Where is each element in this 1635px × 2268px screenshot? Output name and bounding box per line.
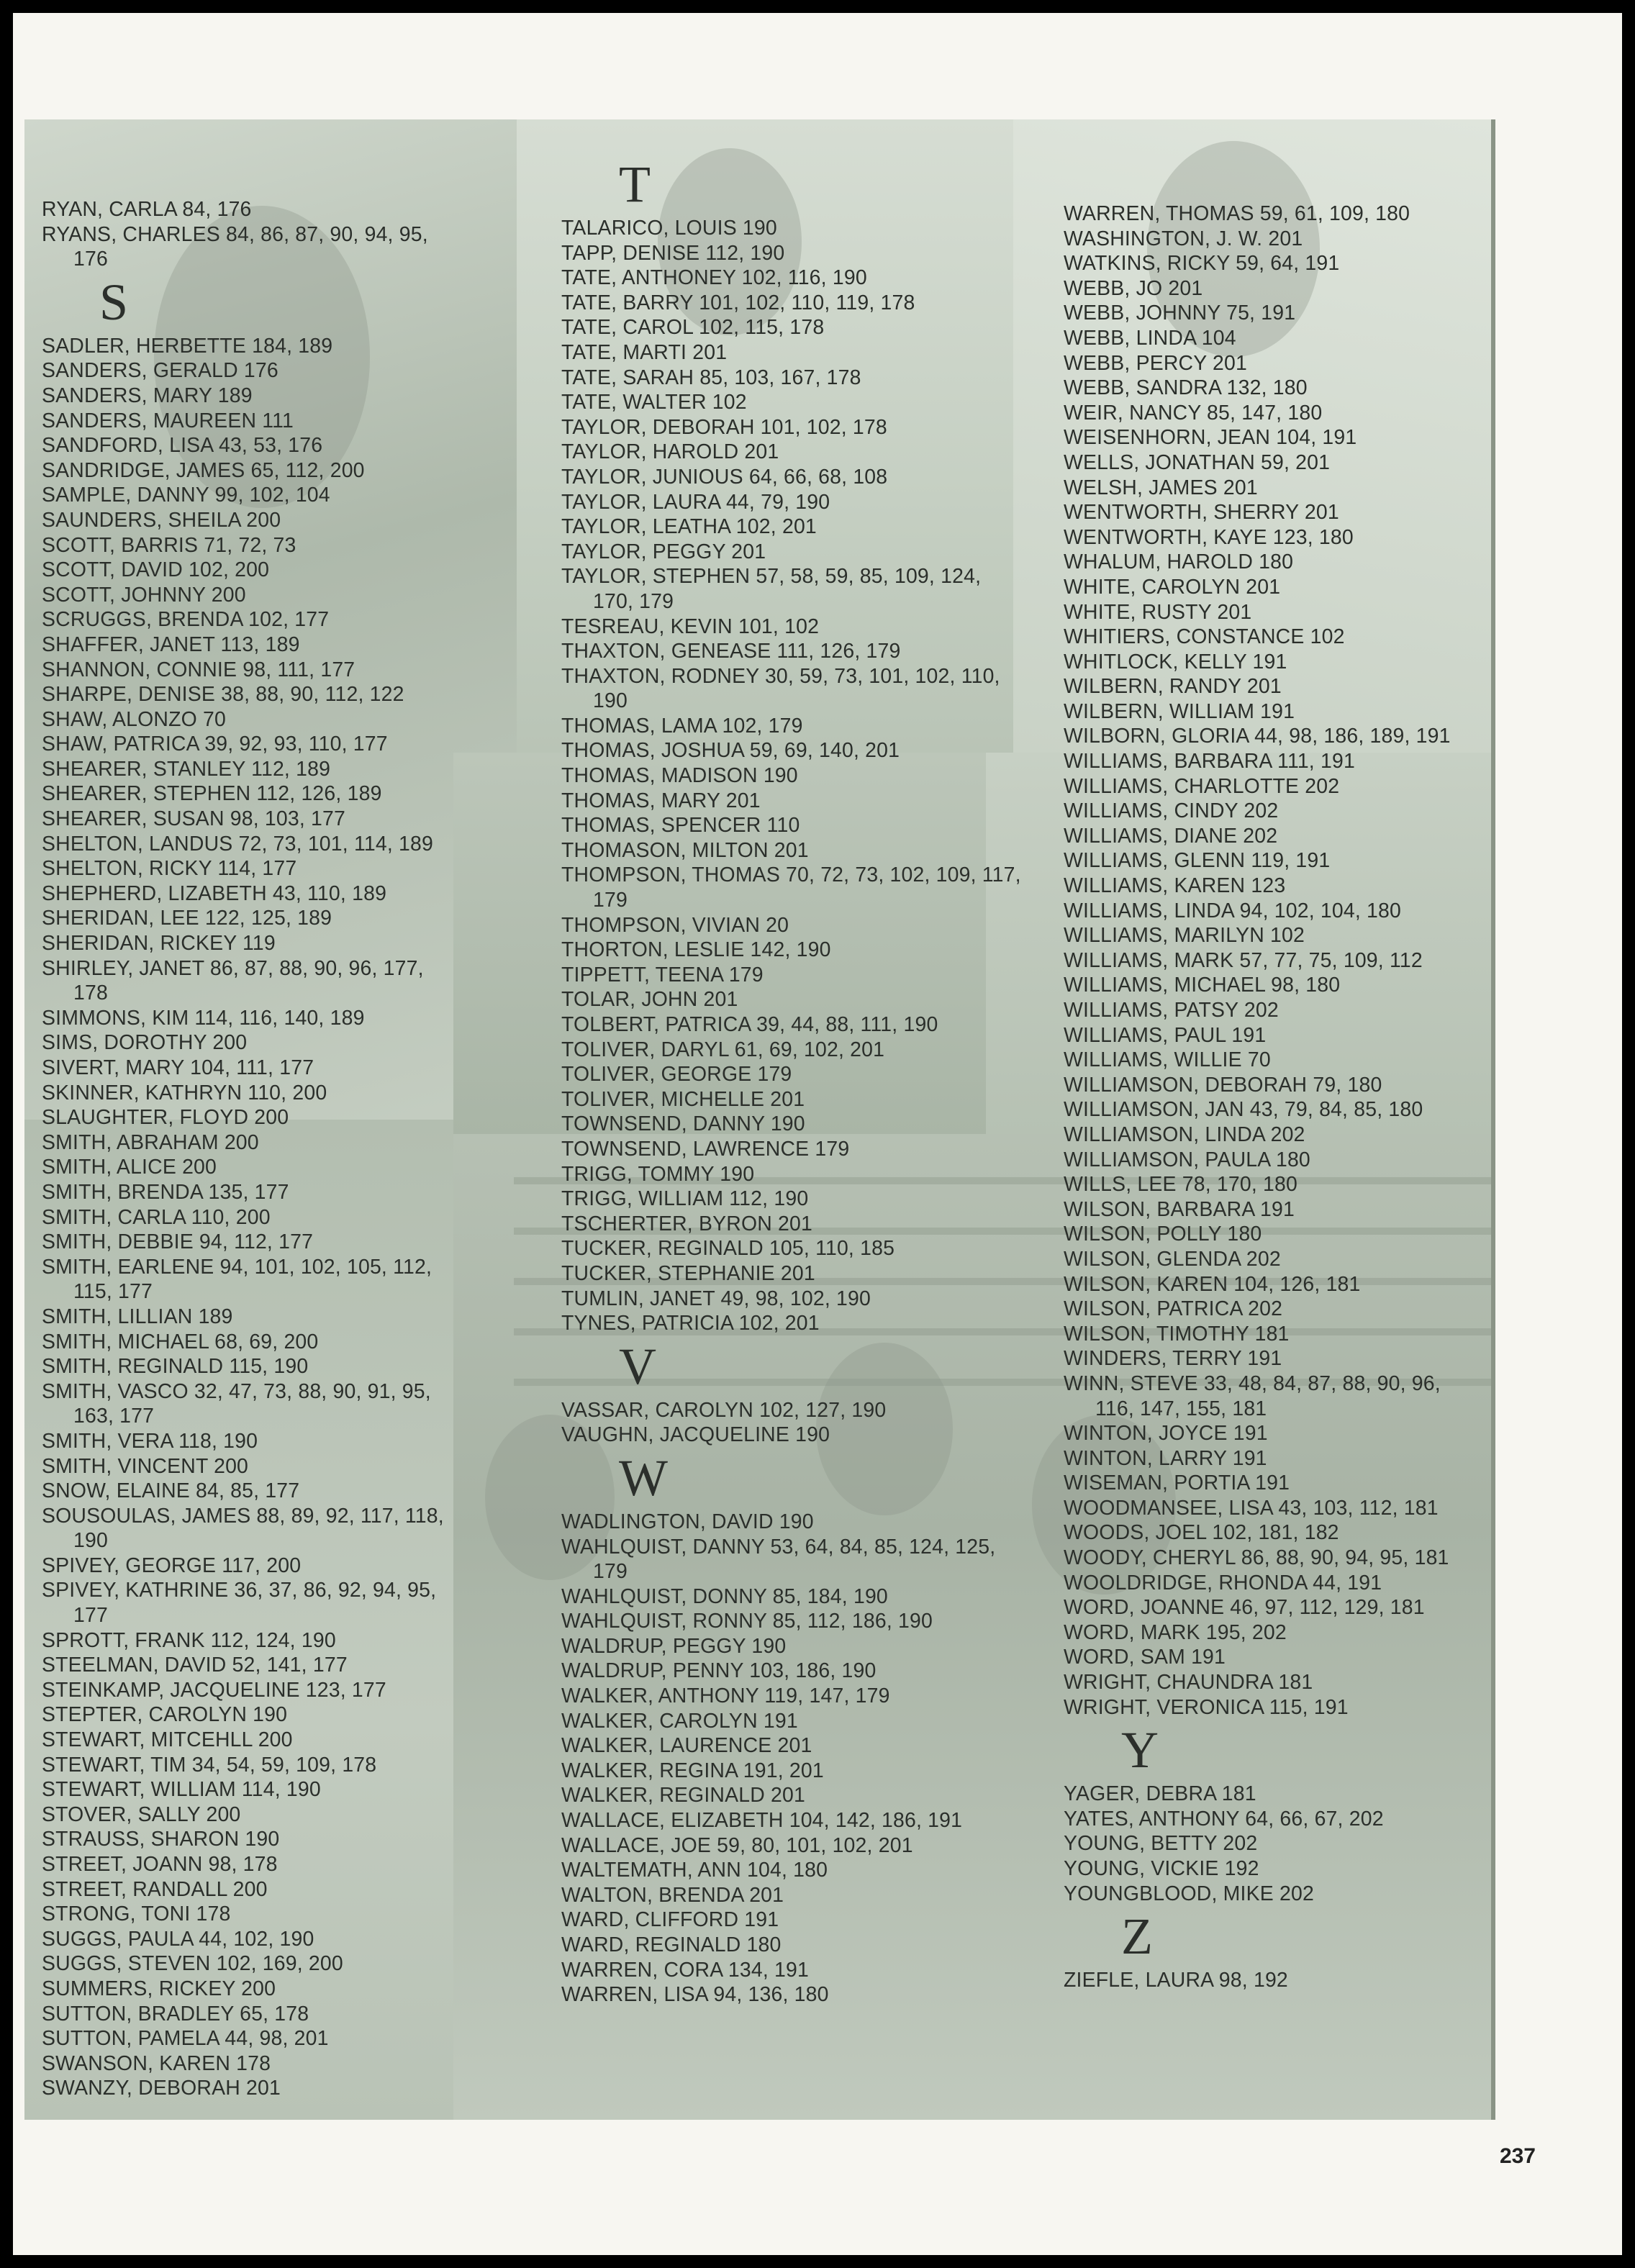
page-number: 237 [1499,2144,1536,2168]
index-entry: SCOTT, JOHNNY 200 [42,583,246,607]
paper-sheet [13,13,1622,2255]
index-column-2 [561,154,1022,2008]
index-entry: YOUNG, BETTY 202 [1064,1832,1258,1856]
index-entry: TAYLOR, JUNIOUS 64, 66, 68, 108 [561,465,888,489]
index-entry: WASHINGTON, J. W. 201 [1064,227,1303,250]
index-entry: WALTON, BRENDA 201 [561,1883,784,1907]
index-entry: WILSON, POLLY 180 [1064,1223,1262,1246]
index-entry: SHARPE, DENISE 38, 88, 90, 112, 122 [42,683,404,707]
index-entry: STEINKAMP, JACQUELINE 123, 177 [42,1678,386,1702]
index-entry: WALKER, LAURENCE 201 [561,1734,812,1758]
section-letter: Z [1121,1908,1154,1966]
index-entry: YAGER, DEBRA 181 [1064,1782,1256,1806]
index-entry: TUMLIN, JANET 49, 98, 102, 190 [561,1287,871,1310]
index-entry: SHELTON, RICKY 114, 177 [42,857,297,881]
index-entry: SUGGS, PAULA 44, 102, 190 [42,1927,314,1951]
index-entry: WILLIAMS, PATSY 202 [1064,999,1279,1022]
index-entry: WOODMANSEE, LISA 43, 103, 112, 181 [1064,1496,1439,1520]
index-entry: SIVERT, MARY 104, 111, 177 [42,1056,314,1079]
index-entry: STOVER, SALLY 200 [42,1802,241,1826]
index-entry: SMITH, ABRAHAM 200 [42,1130,259,1154]
index-entry: WILLIAMS, DIANE 202 [1064,824,1278,848]
index-entry: SHAFFER, JANET 113, 189 [42,632,300,656]
index-entry: SHEARER, STANLEY 112, 189 [42,757,331,781]
index-entry: SCOTT, DAVID 102, 200 [42,558,270,582]
index-entry: WOODY, CHERYL 86, 88, 90, 94, 95, 181 [1064,1546,1449,1570]
index-entry: THOMPSON, VIVIAN 20 [561,913,789,937]
index-entry: WILLIAMS, WILLIE 70 [1064,1048,1271,1072]
index-entry: WHITIERS, CONSTANCE 102 [1064,625,1345,649]
index-entry: WENTWORTH, KAYE 123, 180 [1064,525,1354,549]
index-entry: STREET, RANDALL 200 [42,1877,268,1901]
index-entry: SOUSOULAS, JAMES 88, 89, 92, 117, 118, 190 [42,1504,444,1553]
index-entry: TAYLOR, STEPHEN 57, 58, 59, 85, 109, 124, 170, 179 [561,565,982,613]
index-entry: SUTTON, PAMELA 44, 98, 201 [42,2027,329,2051]
index-entry: WEBB, JO 201 [1064,276,1203,300]
index-entry: THOMPSON, THOMAS 70, 72, 73, 102, 109, 117, 179 [561,863,1021,912]
index-entry: SMITH, REGINALD 115, 190 [42,1355,309,1379]
index-entry: WARD, CLIFFORD 191 [561,1908,779,1932]
index-entry: WORD, JOANNE 46, 97, 112, 129, 181 [1064,1596,1425,1620]
index-entry: WHITLOCK, KELLY 191 [1064,650,1287,673]
section-letter: Y [1121,1721,1159,1779]
index-entry: WILLIAMS, LINDA 94, 102, 104, 180 [1064,899,1402,922]
index-entry: YATES, ANTHONY 64, 66, 67, 202 [1064,1807,1384,1831]
index-entry: SANDERS, MARY 189 [42,384,253,407]
index-entry: WAHLQUIST, DANNY 53, 64, 84, 85, 124, 125, 179 [561,1535,996,1584]
index-entry: SIMMONS, KIM 114, 116, 140, 189 [42,1006,365,1030]
index-entry: SHEPHERD, LIZABETH 43, 110, 189 [42,881,387,905]
index-entry: VASSAR, CAROLYN 102, 127, 190 [561,1398,887,1422]
index-entry: WEIR, NANCY 85, 147, 180 [1064,401,1323,425]
index-entry: SHAW, PATRICA 39, 92, 93, 110, 177 [42,732,388,756]
index-entry: TATE, CAROL 102, 115, 178 [561,316,825,340]
index-entry: SWANZY, DEBORAH 201 [42,2077,281,2100]
index-entry: RYANS, CHARLES 84, 86, 87, 90, 94, 95, 176 [42,222,428,271]
index-entry: SUMMERS, RICKEY 200 [42,1977,276,2000]
index-entry: SANDFORD, LISA 43, 53, 176 [42,434,323,458]
index-column-1 [42,197,445,2101]
index-entry: TOWNSEND, LAWRENCE 179 [561,1137,850,1161]
index-entry: WILLIAMS, BARBARA 111, 191 [1064,750,1355,774]
index-entry: SHEARER, SUSAN 98, 103, 177 [42,807,345,831]
index-entry: STEWART, WILLIAM 114, 190 [42,1778,321,1802]
index-entry: WHALUM, HAROLD 180 [1064,550,1294,574]
index-entry: TUCKER, STEPHANIE 201 [561,1261,815,1285]
index-entry: WENTWORTH, SHERRY 201 [1064,501,1339,525]
index-entry: WORD, SAM 191 [1064,1646,1226,1669]
index-entry: WATKINS, RICKY 59, 64, 191 [1064,252,1340,276]
index-entry: VAUGHN, JACQUELINE 190 [561,1423,830,1447]
index-entry: WAHLQUIST, RONNY 85, 112, 186, 190 [561,1610,933,1633]
index-entry: THAXTON, RODNEY 30, 59, 73, 101, 102, 110, 190 [561,664,1000,713]
index-entry: WALKER, CAROLYN 191 [561,1709,798,1733]
index-entry: TOWNSEND, DANNY 190 [561,1112,805,1136]
index-entry: TOLIVER, DARYL 61, 69, 102, 201 [561,1038,885,1061]
index-entry: SUGGS, STEVEN 102, 169, 200 [42,1952,343,1976]
index-entry: TOLIVER, MICHELLE 201 [561,1087,805,1111]
index-entry: SHELTON, LANDUS 72, 73, 101, 114, 189 [42,832,433,856]
index-entry: SMITH, MICHAEL 68, 69, 200 [42,1330,319,1353]
index-entry: WILLIAMS, CHARLOTTE 202 [1064,774,1340,798]
index-entry: SHEARER, STEPHEN 112, 126, 189 [42,782,382,806]
index-entry: SHANNON, CONNIE 98, 111, 177 [42,658,355,681]
index-entry: WILBORN, GLORIA 44, 98, 186, 189, 191 [1064,725,1451,748]
index-entry: WRIGHT, CHAUNDRA 181 [1064,1671,1313,1695]
index-entry: TOLIVER, GEORGE 179 [561,1063,792,1087]
index-entry: THOMAS, LAMA 102, 179 [561,714,803,738]
index-entry: TAYLOR, DEBORAH 101, 102, 178 [561,415,887,439]
index-entry: SHERIDAN, LEE 122, 125, 189 [42,907,332,930]
index-entry: WINN, STEVE 33, 48, 84, 87, 88, 90, 96, 116, 147, 155, 181 [1064,1371,1441,1420]
index-entry: SANDERS, MAUREEN 111 [42,409,294,432]
index-entry: WEBB, LINDA 104 [1064,326,1236,350]
index-entry: TOLBERT, PATRICA 39, 44, 88, 111, 190 [561,1013,938,1036]
index-entry: WILLIAMSON, DEBORAH 79, 180 [1064,1073,1382,1097]
index-entry: TATE, SARAH 85, 103, 167, 178 [561,366,861,389]
index-entry: THOMAS, MARY 201 [561,789,761,812]
index-entry: TAYLOR, PEGGY 201 [561,540,766,563]
index-entry: WELSH, JAMES 201 [1064,476,1258,499]
section-letter: S [99,273,129,331]
index-entry: SUTTON, BRADLEY 65, 178 [42,2002,309,2026]
index-entry: WILBERN, RANDY 201 [1064,675,1282,699]
index-entry: SHAW, ALONZO 70 [42,707,226,731]
index-entry: WEBB, JOHNNY 75, 191 [1064,301,1296,325]
index-entry: WALKER, REGINALD 201 [561,1784,806,1807]
index-entry: WARREN, THOMAS 59, 61, 109, 180 [1064,202,1410,225]
index-entry: STREET, JOANN 98, 178 [42,1853,278,1876]
index-entry: SNOW, ELAINE 84, 85, 177 [42,1479,300,1503]
index-entry: TESREAU, KEVIN 101, 102 [561,614,820,638]
index-entry: WILLIAMSON, LINDA 202 [1064,1122,1305,1146]
index-entry: WARREN, CORA 134, 191 [561,1958,809,1982]
index-entry: THOMASON, MILTON 201 [561,838,809,862]
index-entry: SANDRIDGE, JAMES 65, 112, 200 [42,458,365,482]
index-entry: WILBERN, WILLIAM 191 [1064,699,1295,723]
index-entry: WILLIAMS, PAUL 191 [1064,1023,1267,1047]
index-entry: SANDERS, GERALD 176 [42,359,278,383]
index-entry: WAHLQUIST, DONNY 85, 184, 190 [561,1584,888,1608]
index-entry: WEISENHORN, JEAN 104, 191 [1064,426,1357,450]
index-entry: TSCHERTER, BYRON 201 [561,1212,812,1235]
index-entry: WALKER, REGINA 191, 201 [561,1759,824,1782]
index-entry: YOUNG, VICKIE 192 [1064,1857,1259,1880]
index-entry: SMITH, VINCENT 200 [42,1454,249,1478]
index-entry: WILSON, GLENDA 202 [1064,1247,1281,1271]
index-entry: THAXTON, GENEASE 111, 126, 179 [561,640,901,663]
index-entry: STEWART, TIM 34, 54, 59, 109, 178 [42,1753,377,1777]
index-entry: WILSON, BARBARA 191 [1064,1197,1295,1221]
index-entry: THOMAS, JOSHUA 59, 69, 140, 201 [561,739,900,763]
index-column-3 [1064,201,1481,1993]
index-entry: WHITE, RUSTY 201 [1064,600,1252,624]
index-entry: THOMAS, SPENCER 110 [561,814,800,838]
index-entry: WALDRUP, PENNY 103, 186, 190 [561,1659,877,1683]
index-entry: STEELMAN, DAVID 52, 141, 177 [42,1654,348,1677]
index-entry: TATE, ANTHONEY 102, 116, 190 [561,266,867,290]
index-entry: YOUNGBLOOD, MIKE 202 [1064,1882,1314,1905]
index-entry: TUCKER, REGINALD 105, 110, 185 [561,1237,895,1261]
index-entry: TATE, BARRY 101, 102, 110, 119, 178 [561,291,915,314]
index-entry: SMITH, VASCO 32, 47, 73, 88, 90, 91, 95, 163, 177 [42,1379,431,1428]
index-entry: TRIGG, TOMMY 190 [561,1162,755,1186]
index-entry: WORD, MARK 195, 202 [1064,1620,1287,1644]
index-entry: SMITH, LILLIAN 189 [42,1305,233,1328]
index-entry: WILLIAMS, MARK 57, 77, 75, 109, 112 [1064,948,1423,972]
index-entry: WELLS, JONATHAN 59, 201 [1064,450,1331,474]
index-entry: SMITH, ALICE 200 [42,1156,217,1179]
index-entry: WALTEMATH, ANN 104, 180 [561,1859,828,1882]
index-entry: WILLS, LEE 78, 170, 180 [1064,1173,1297,1197]
index-entry: WRIGHT, VERONICA 115, 191 [1064,1695,1349,1719]
index-entry: WOODS, JOEL 102, 181, 182 [1064,1521,1339,1545]
index-entry: SLAUGHTER, FLOYD 200 [42,1106,289,1130]
index-entry: SMITH, CARLA 110, 200 [42,1205,271,1229]
index-entry: SHERIDAN, RICKEY 119 [42,932,276,956]
index-entry: WILSON, PATRICA 202 [1064,1297,1283,1321]
index-entry: STEWART, MITCEHLL 200 [42,1728,293,1752]
index-entry: THORTON, LESLIE 142, 190 [561,938,831,962]
index-entry: THOMAS, MADISON 190 [561,764,798,788]
index-entry: TALARICO, LOUIS 190 [561,217,777,240]
index-entry: TYNES, PATRICIA 102, 201 [561,1312,820,1335]
index-entry: WILLIAMSON, JAN 43, 79, 84, 85, 180 [1064,1098,1423,1122]
index-entry: WILSON, KAREN 104, 126, 181 [1064,1272,1361,1296]
index-entry: WILLIAMS, MICHAEL 98, 180 [1064,974,1341,997]
index-entry: TRIGG, WILLIAM 112, 190 [561,1187,809,1211]
index-entry: WILLIAMS, CINDY 202 [1064,799,1279,823]
index-entry: WOOLDRIDGE, RHONDA 44, 191 [1064,1571,1382,1595]
index-entry: WINTON, JOYCE 191 [1064,1422,1268,1446]
index-entry: TOLAR, JOHN 201 [561,988,738,1012]
index-entry: WILSON, TIMOTHY 181 [1064,1322,1290,1346]
index-entry: SIMS, DOROTHY 200 [42,1031,248,1055]
index-entry: TATE, WALTER 102 [561,391,747,414]
index-entry: SCRUGGS, BRENDA 102, 177 [42,608,330,632]
index-entry: SADLER, HERBETTE 184, 189 [42,334,333,358]
index-entry: SKINNER, KATHRYN 110, 200 [42,1081,327,1104]
index-entry: SMITH, EARLENE 94, 101, 102, 105, 112, 115, 177 [42,1255,432,1304]
index-entry: TAPP, DENISE 112, 190 [561,241,785,265]
index-entry: WARD, REGINALD 180 [561,1933,782,1956]
index-entry: SPROTT, FRANK 112, 124, 190 [42,1628,336,1652]
index-entry: TIPPETT, TEENA 179 [561,963,764,986]
index-entry: STRAUSS, SHARON 190 [42,1828,280,1851]
index-entry: WILLIAMS, KAREN 123 [1064,874,1286,898]
section-letter: W [619,1448,669,1507]
index-entry: SPIVEY, KATHRINE 36, 37, 86, 92, 94, 95, 177 [42,1579,437,1628]
index-entry: STEPTER, CAROLYN 190 [42,1703,288,1727]
index-entry: SMITH, VERA 118, 190 [42,1429,258,1453]
index-entry: WADLINGTON, DAVID 190 [561,1510,814,1533]
index-entry: WALKER, ANTHONY 119, 147, 179 [561,1684,890,1708]
index-entry: SWANSON, KAREN 178 [42,2051,271,2075]
index-entry: WINDERS, TERRY 191 [1064,1347,1282,1371]
index-entry: WILLIAMSON, PAULA 180 [1064,1148,1310,1171]
index-entry: WEBB, SANDRA 132, 180 [1064,376,1308,400]
index-entry: WISEMAN, PORTIA 191 [1064,1471,1290,1495]
index-entry: TAYLOR, LAURA 44, 79, 190 [561,490,830,514]
index-entry: WEBB, PERCY 201 [1064,351,1247,375]
index-entry: RYAN, CARLA 84, 176 [42,198,252,221]
index-entry: SMITH, BRENDA 135, 177 [42,1180,289,1204]
index-entry: WALLACE, JOE 59, 80, 101, 102, 201 [561,1833,913,1857]
index-entry: WALDRUP, PEGGY 190 [561,1634,787,1658]
index-entry: TAYLOR, HAROLD 201 [561,440,779,464]
index-entry: WILLIAMS, GLENN 119, 191 [1064,849,1331,873]
index-entry: WARREN, LISA 94, 136, 180 [561,1983,829,2007]
index-entry: WILLIAMS, MARILYN 102 [1064,924,1305,948]
index-entry: SAMPLE, DANNY 99, 102, 104 [42,484,330,507]
index-entry: SCOTT, BARRIS 71, 72, 73 [42,533,296,557]
index-entry: ZIEFLE, LAURA 98, 192 [1064,1969,1288,1992]
index-entry: TAYLOR, LEATHA 102, 201 [561,515,817,539]
index-entry: SMITH, DEBBIE 94, 112, 177 [42,1230,314,1254]
index-entry: TATE, MARTI 201 [561,340,728,364]
index-entry: SPIVEY, GEORGE 117, 200 [42,1553,302,1577]
index-entry: WALLACE, ELIZABETH 104, 142, 186, 191 [561,1809,963,1833]
index-entry: SHIRLEY, JANET 86, 87, 88, 90, 96, 177, 178 [42,956,424,1005]
index-entry: WHITE, CAROLYN 201 [1064,575,1281,599]
index-entry: WINTON, LARRY 191 [1064,1446,1267,1470]
section-letter: T [619,155,651,213]
section-letter: V [619,1337,657,1395]
index-entry: SAUNDERS, SHEILA 200 [42,508,281,532]
index-entry: STRONG, TONI 178 [42,1902,231,1926]
